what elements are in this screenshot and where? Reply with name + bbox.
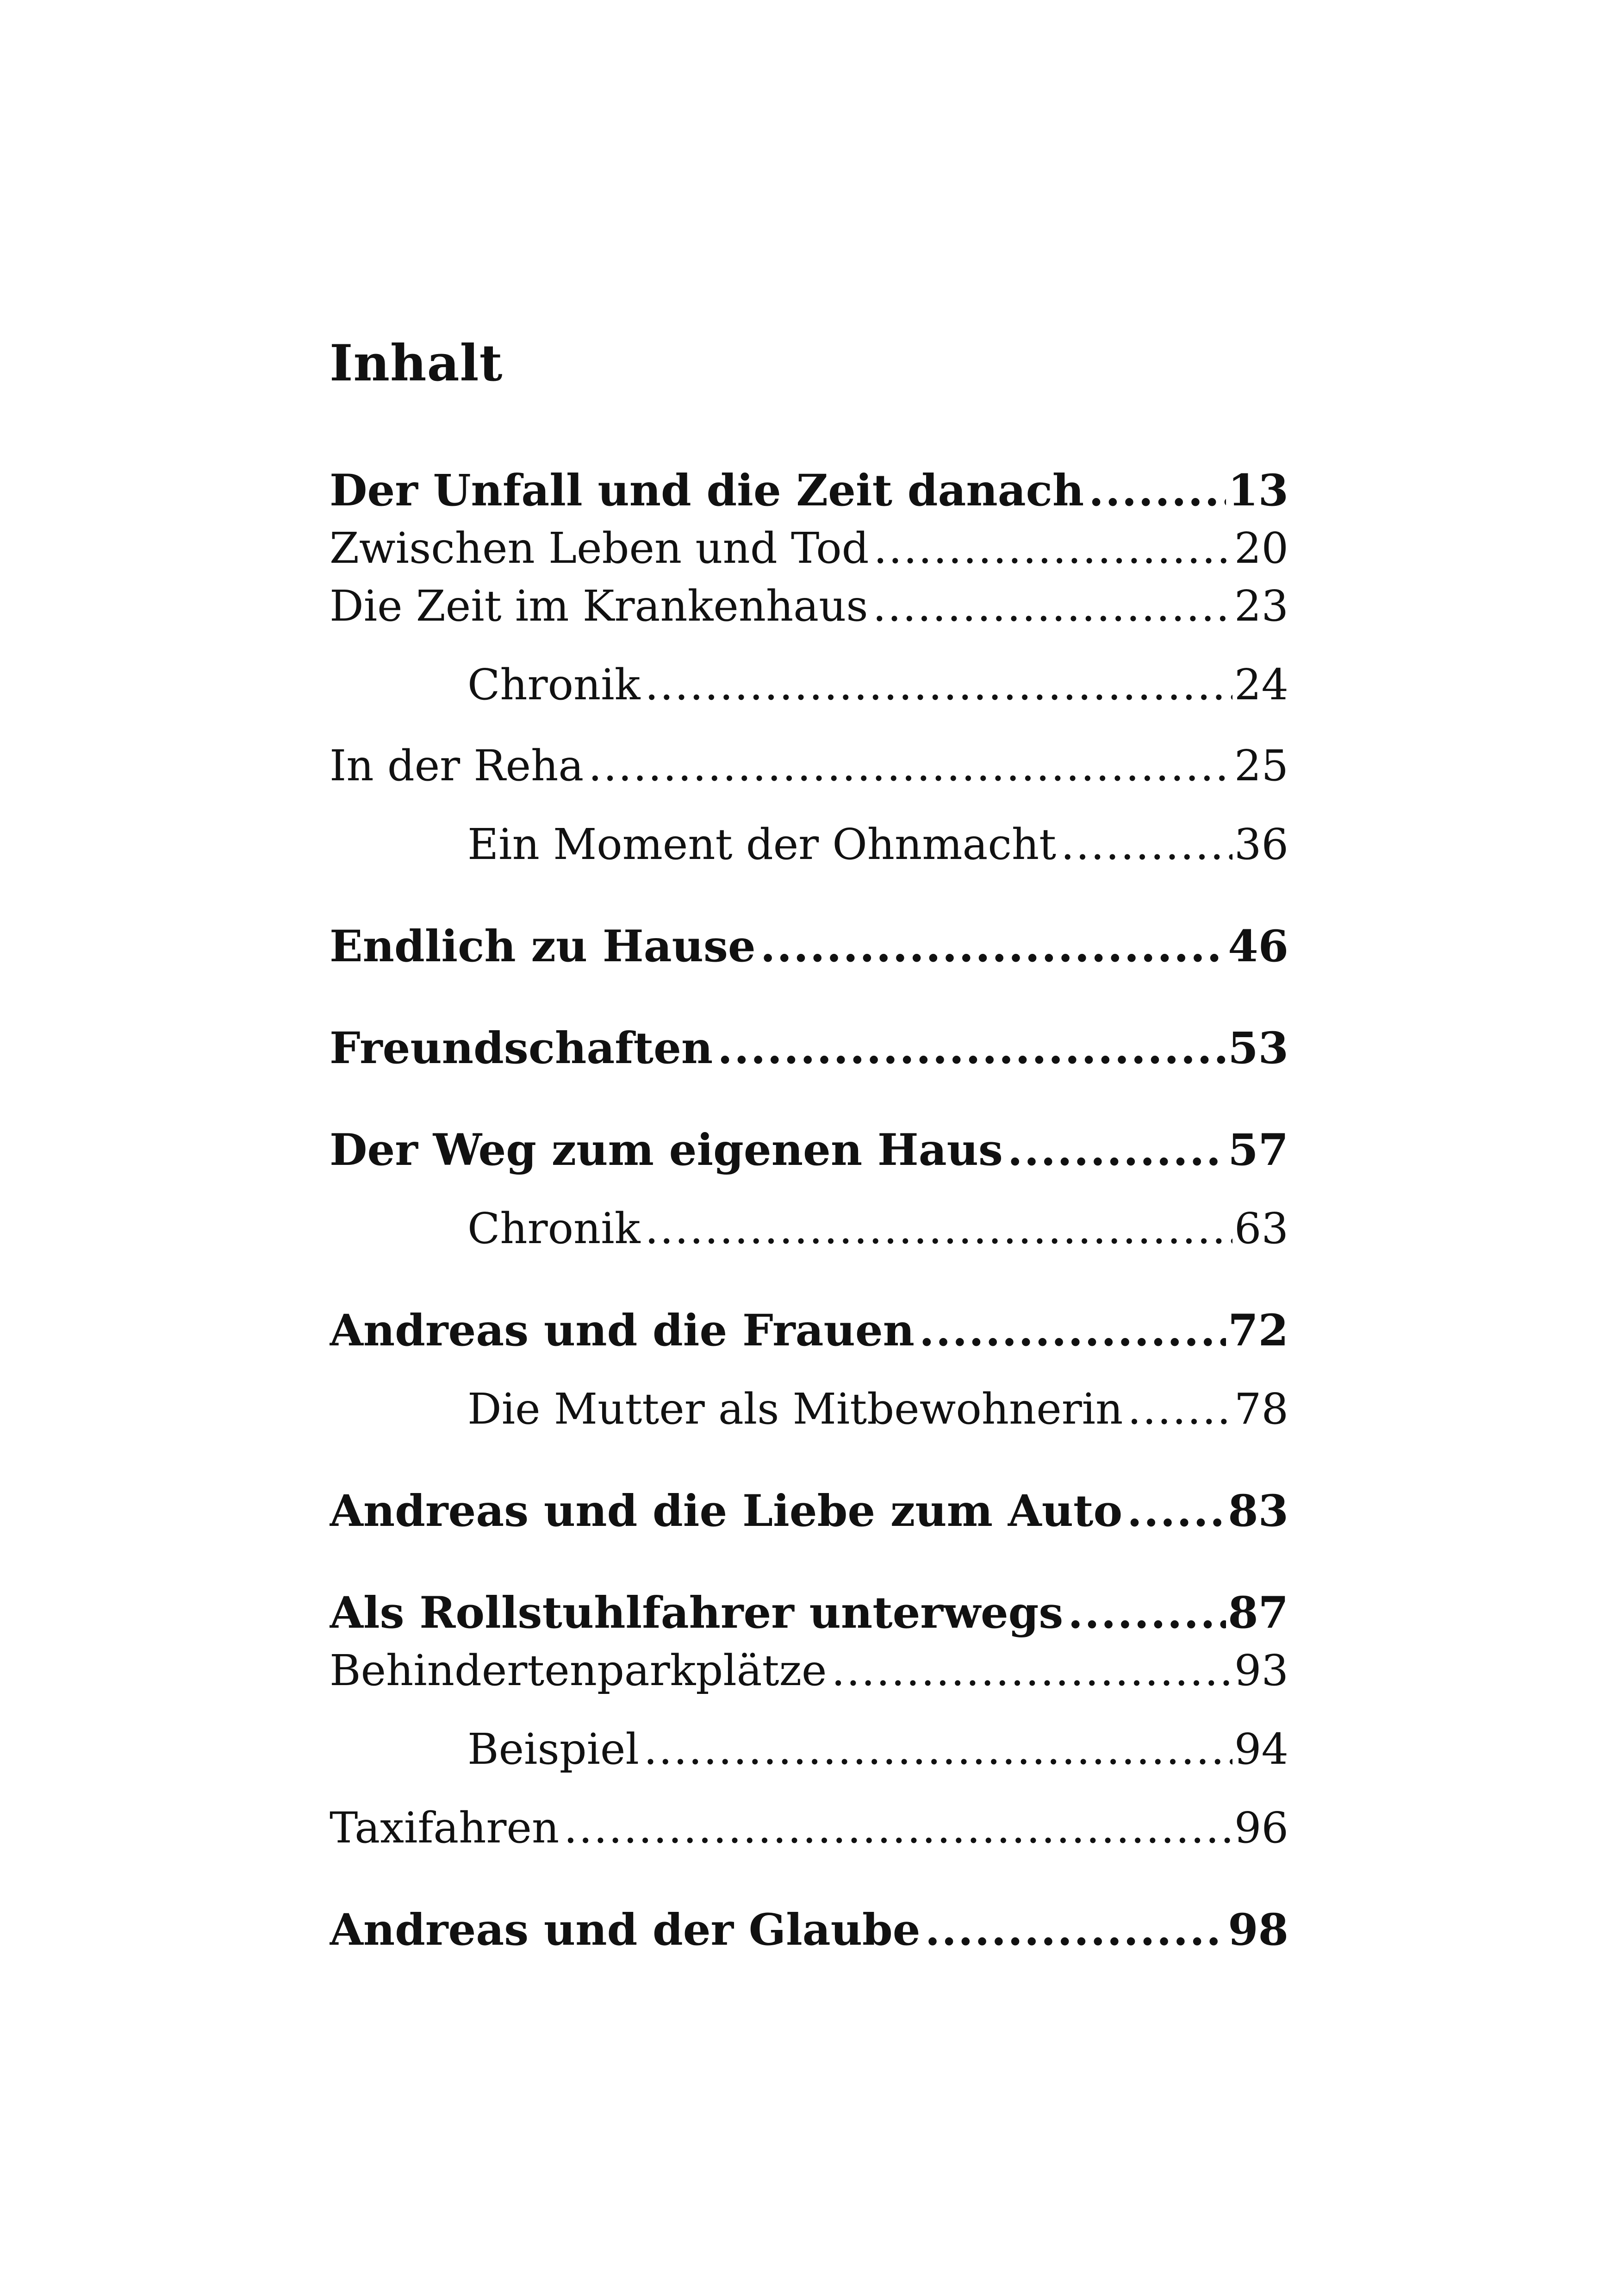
toc-entry[interactable] [330,579,1288,634]
toc-dot-leader [919,1303,1226,1358]
toc-entry-title: Der Weg zum eigenen Haus [330,1125,1003,1176]
toc-entry-title: Die Mutter als Mitbewohnerin [467,1384,1123,1434]
toc-page-number: 87 [1228,1587,1288,1638]
toc-dot-leader [564,1800,1232,1856]
toc-dot-leader [874,521,1232,576]
toc-entry[interactable] [330,1902,1288,1958]
toc-entry[interactable] [467,1381,1288,1437]
toc-entry-title: Andreas und der Glaube [330,1904,921,1955]
toc-entry[interactable] [330,1585,1288,1641]
toc-page-number: 63 [1234,1204,1288,1253]
toc-page-number: 94 [1234,1724,1288,1774]
toc-dot-leader [1089,463,1226,518]
toc-entry-title: Ein Moment der Ohnmacht [467,820,1057,869]
toc-entry-title: Behindertenparkplätze [330,1646,827,1695]
toc-dot-leader [925,1902,1226,1958]
toc-dot-leader [1127,1381,1232,1437]
toc-entry-title: Als Rollstuhlfahrer unterwegs [330,1587,1064,1638]
toc-dot-leader [717,1020,1226,1076]
toc-entry[interactable] [330,1303,1288,1358]
toc-dot-leader [873,579,1232,634]
toc-entry-title: Taxifahren [330,1803,560,1853]
toc-entry-title: Chronik [467,660,641,709]
toc-dot-leader [588,738,1232,794]
toc-entry-title: In der Reha [330,741,584,790]
toc-entry[interactable] [330,1020,1288,1076]
toc-entry[interactable] [467,1201,1288,1257]
toc-page-number: 13 [1228,465,1288,516]
toc-page-number: 78 [1234,1384,1288,1434]
toc-entry[interactable] [330,1122,1288,1178]
toc-entry[interactable] [330,1800,1288,1856]
toc-entry[interactable] [467,657,1288,713]
toc-dot-leader [644,1722,1232,1777]
toc-page-number: 93 [1234,1646,1288,1695]
toc-entry-title: Andreas und die Frauen [330,1305,915,1356]
toc-entry-title: Beispiel [467,1724,639,1774]
toc-entry-title: Die Zeit im Krankenhaus [330,581,868,631]
toc-dot-leader [1008,1122,1226,1178]
toc-dot-leader [760,919,1226,974]
toc-page-number: 23 [1234,581,1288,631]
toc-entry[interactable] [330,1483,1288,1539]
toc-page-number: 83 [1228,1486,1288,1537]
toc-page-number: 53 [1228,1023,1288,1074]
toc-page-number: 57 [1228,1125,1288,1176]
toc-entry-title: Chronik [467,1204,641,1253]
toc-entry-title: Endlich zu Hause [330,921,756,972]
toc-entry[interactable] [467,817,1288,872]
toc-entry-title: Zwischen Leben und Tod [330,523,869,573]
toc-entry[interactable] [330,919,1288,974]
toc-page-number: 72 [1228,1305,1288,1356]
toc-entry[interactable] [330,463,1288,518]
toc-dot-leader [1061,817,1232,872]
toc-page-number: 24 [1234,660,1288,709]
toc-entry-title: Andreas und die Liebe zum Auto [330,1486,1123,1537]
toc-entry[interactable] [330,1643,1288,1699]
toc-page-number: 25 [1234,741,1288,790]
toc-entry[interactable] [330,738,1288,794]
toc-page-number: 96 [1234,1803,1288,1853]
toc-entry-title: Der Unfall und die Zeit danach [330,465,1084,516]
toc-dot-leader [645,657,1232,713]
toc-dot-leader [832,1643,1232,1699]
toc-page-number: 98 [1228,1904,1288,1955]
toc-page-number: 20 [1234,523,1288,573]
toc-page-number: 46 [1228,921,1288,972]
toc-entry[interactable] [467,1722,1288,1777]
toc-dot-leader [645,1201,1232,1257]
toc-entry[interactable] [330,521,1288,576]
page-title: Inhalt [330,334,503,392]
toc-entry-title: Freundschaften [330,1023,713,1074]
toc-page-number: 36 [1234,820,1288,869]
toc-dot-leader [1068,1585,1226,1641]
toc-dot-leader [1127,1483,1226,1539]
